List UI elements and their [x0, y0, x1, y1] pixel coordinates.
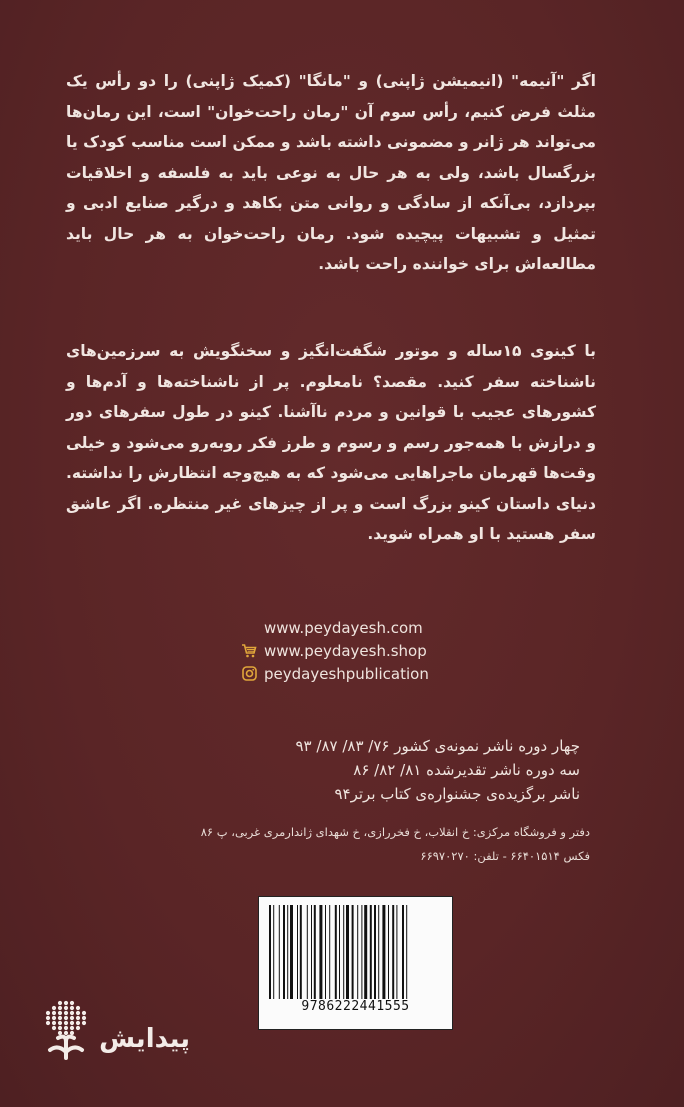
isbn-barcode [258, 896, 453, 1030]
honor-line: چهار دوره ناشر نمونه‌ی کشور ۷۶/ ۸۳/ ۸۷/ ۹۳ [295, 737, 580, 755]
instagram-link-row [240, 662, 480, 685]
description-paragraph: اگر "آنیمه" (انیمیشن ژاپنی) و "مانگا" (کمیک ژاپنی) را دو رأس یک مثلث فرض کنیم، رأس سوم آن "رمان راحت‌خوان" است، این رمان‌ها می‌تواند هر ژانر و مضمونی داشته باشد و ممکن است مناسب کودک یا بزرگسال باشد، ولی به هر حال به نوعی باید به فلسفه و اخلاقیات بپردازد، بی‌آنکه از سادگی و روانی متن بکاهد و درگیر صنایع ادبی و تمثیل و تشبیهات پیچیده شود. رمان راحت‌خوان به هر حال باید مطالعه‌اش برای خواننده راحت باشد. [66, 72, 596, 273]
website-link[interactable]: www.peydayesh.com [264, 618, 423, 637]
barcode-bars [267, 905, 443, 999]
summary-paragraph: با کینوی ۱۵ساله و موتور شگفت‌انگیز و سخنگویش به سرزمین‌های ناشناخته سفر کنید. مقصد؟ نامعلوم. پر از ناشناخته‌ها و آدم‌ها و کشورهای عجیب با قوانین و مردم ناآشنا. کینو در طول سفرهای دور و درازش با همه‌جور رسم و رسوم و طرز فکر روبه‌رو می‌شود و خیلی وقت‌ها قهرمان ماجراهایی می‌شود که به هیچ‌وجه انتظارش را نداشته. دنیای داستان کینو بزرگ است و پر از چیزهای غیر منتظره. اگر عاشق سفر هستید با او همراه شوید. [66, 342, 596, 543]
website-link-row [240, 616, 480, 639]
honor-line: ناشر برگزیده‌ی جشنواره‌ی کتاب برتر۹۴ [334, 785, 580, 803]
publisher-links [240, 616, 480, 685]
shop-link-row [240, 639, 480, 662]
instagram-handle[interactable]: peydayeshpublication [264, 664, 429, 683]
publisher-logo-text: پیدایش [99, 1024, 190, 1054]
honor-line: سه دوره ناشر تقدیرشده ۸۱/ ۸۲/ ۸۶ [353, 761, 580, 779]
publisher-honors [150, 734, 580, 806]
barcode-number: 9786222441555 [301, 999, 410, 1014]
contact-line: فکس ۶۶۴۰۱۵۱۴ - تلفن: ۶۶۹۷۰۲۷۰ [420, 849, 590, 863]
shop-link[interactable]: www.peydayesh.shop [264, 641, 427, 660]
address-line: دفتر و فروشگاه مرکزی: خ انقلاب، خ فخررازی، خ شهدای ژاندارمری غربی، پ ۸۶ [200, 825, 590, 839]
shopping-cart-icon [240, 642, 258, 660]
instagram-icon [240, 665, 258, 683]
publisher-address-block [120, 820, 590, 868]
